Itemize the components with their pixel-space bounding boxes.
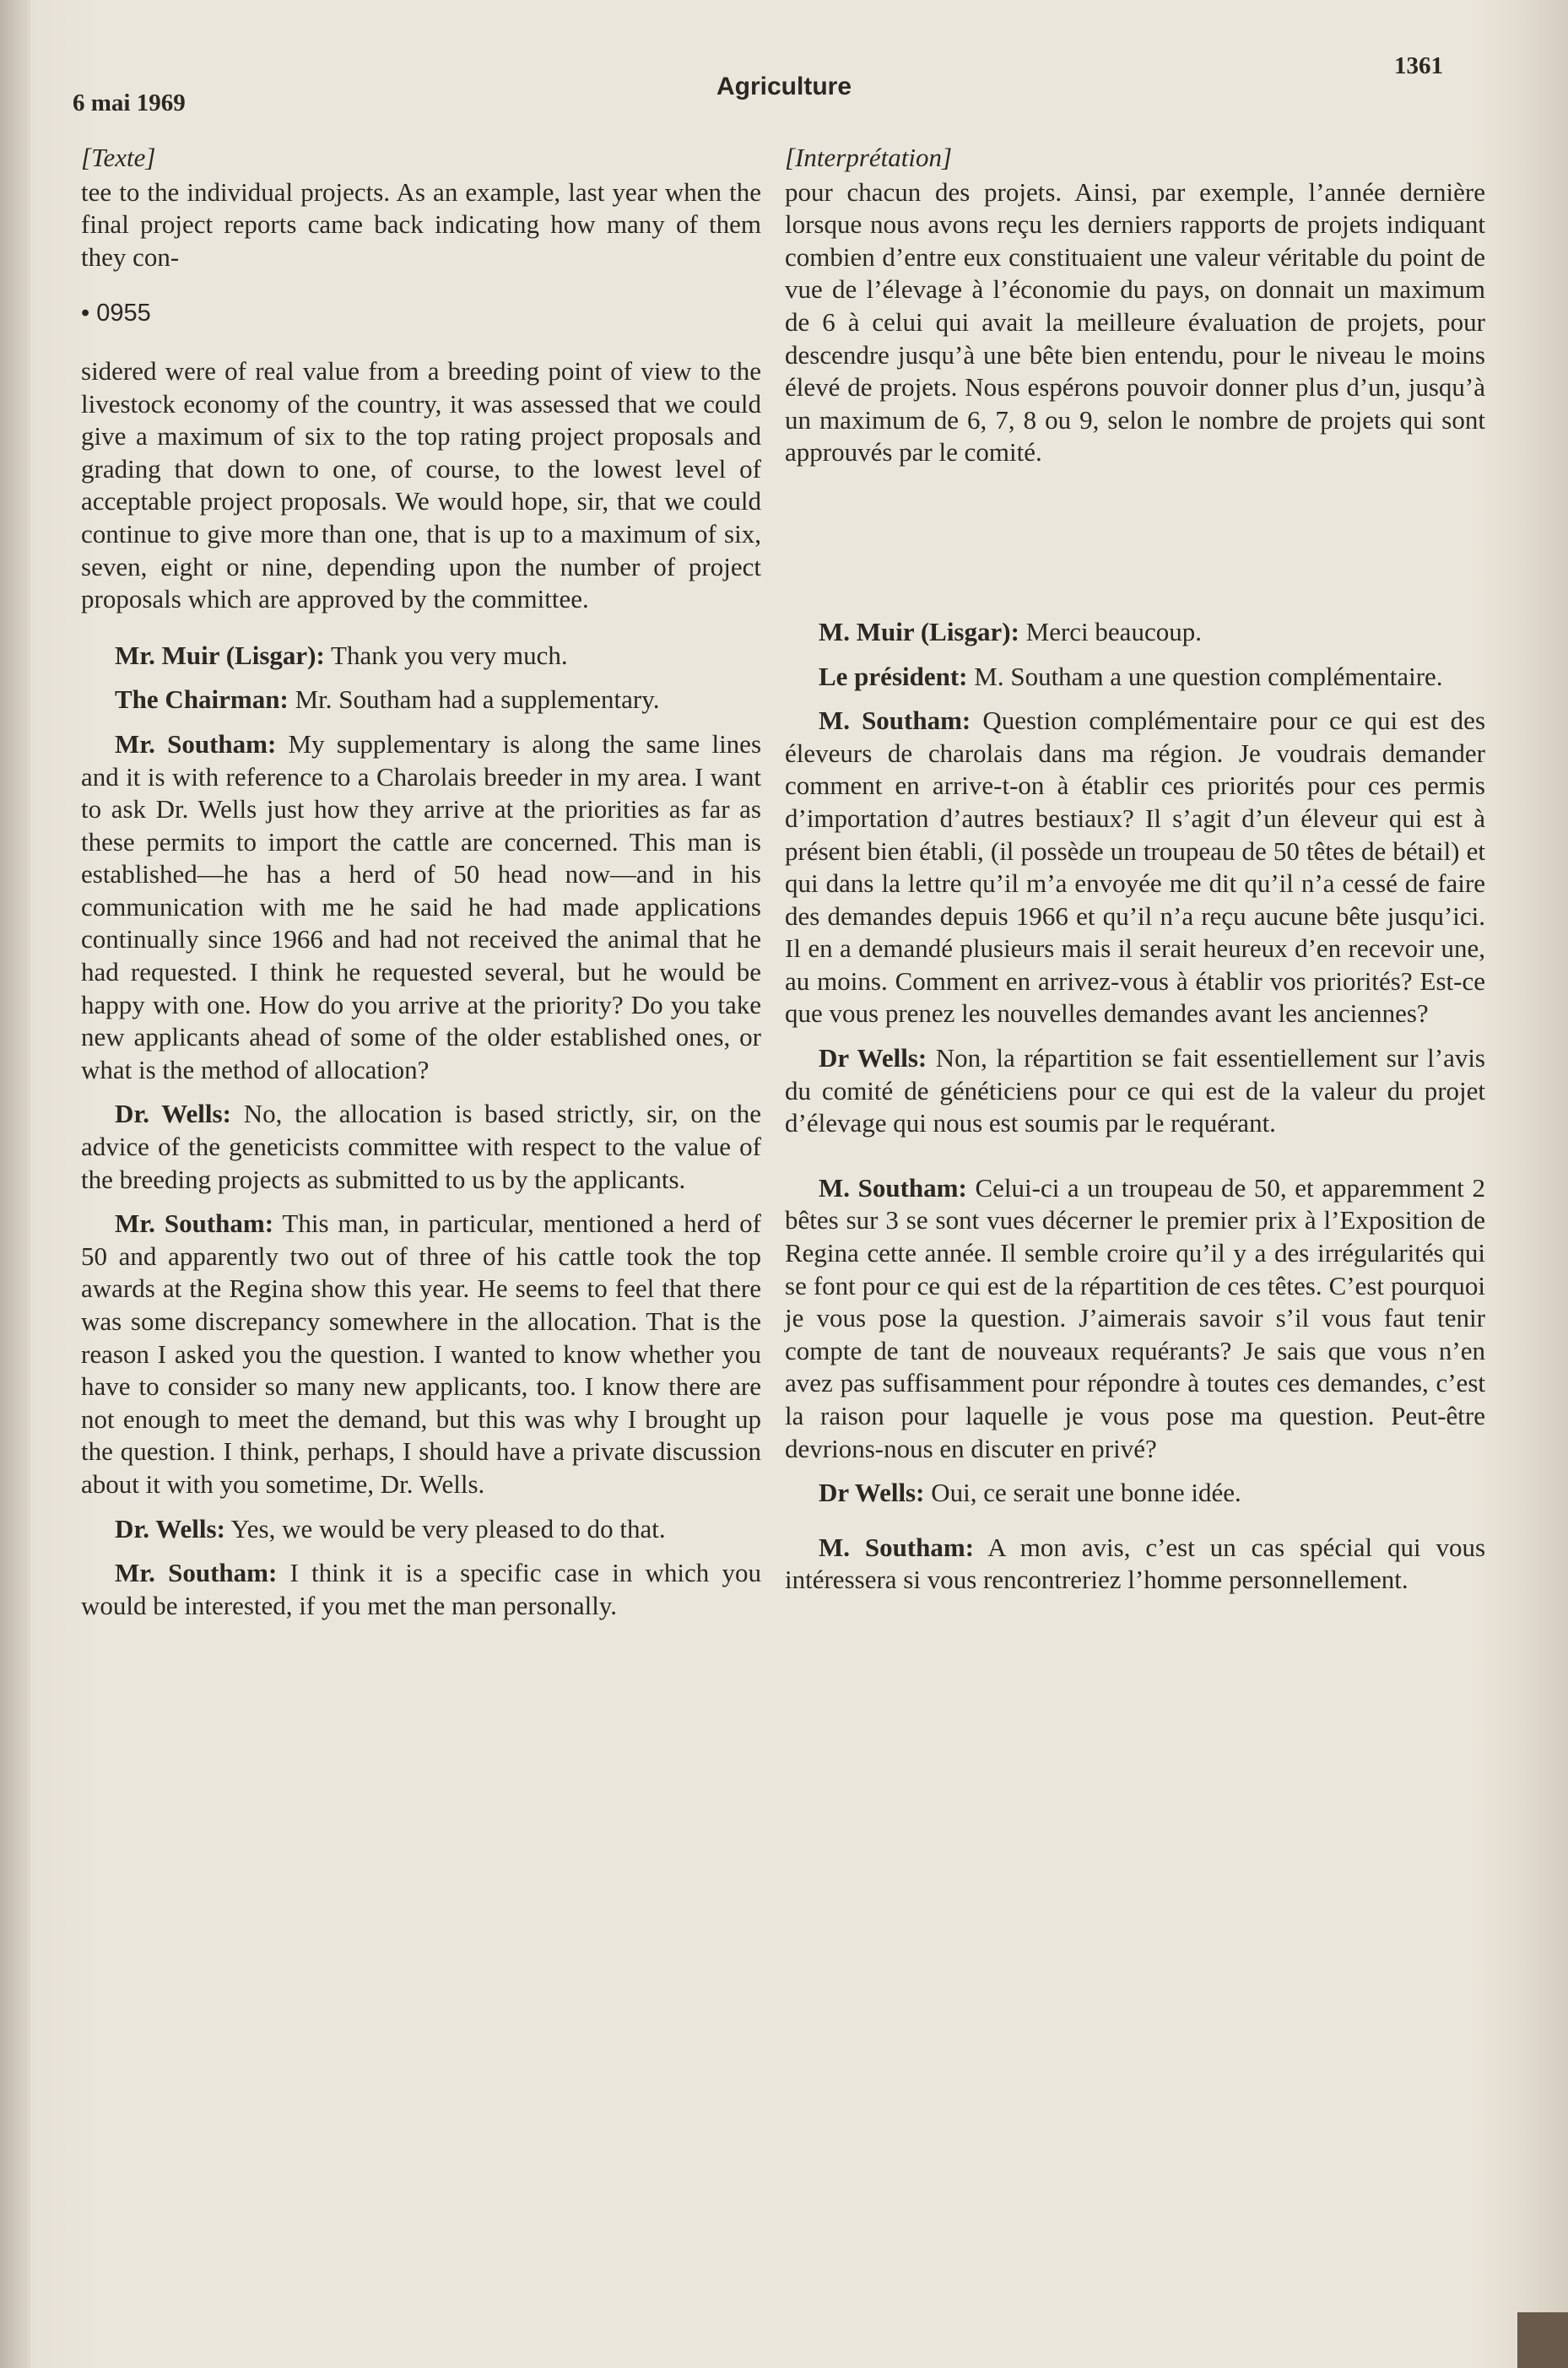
speech: [785, 1532, 1485, 1597]
speech-text: Oui, ce serait une bonne idée.: [931, 1478, 1241, 1508]
speaker-name: Mr. Southam:: [115, 1558, 278, 1588]
speaker-name: M. Southam:: [819, 1532, 975, 1562]
speech-text: Thank you very much.: [331, 640, 568, 670]
speech: [81, 1098, 761, 1196]
speech-text: No, the allocation is based strictly, sir, on the advice of the geneticists committee with respect to the value of the breeding projects as submitted to us by the applicants.: [81, 1099, 762, 1194]
speech: [785, 1042, 1485, 1140]
speech: [785, 1172, 1485, 1465]
speech: [785, 616, 1485, 649]
paragraph: pour chacun des projets. Ainsi, par exemple, l’année dernière lorsque nous avons reçu les derniers rapports de projets indiquant combien d’entre eux constituaient une valeur véritable du point de vue de l’élevage à l’économie du pays, on donnait un maximum de 6 à celui qui avait la meilleure évaluation de projets, pour descendre jusqu’à une bête bien entendu, pour le niveau le moins élevé de projets. Nous espérons pouvoir donner plus d’un, jusqu’à un maximum de 6, 7, 8 ou 9, selon le nombre de projets qui sont approuvés par le comité.: [785, 176, 1485, 468]
speech: [785, 705, 1485, 1030]
speaker-name: Dr. Wells:: [115, 1099, 231, 1129]
paragraph: sidered were of real value from a breeding point of view to the livestock economy of the country, it was assessed that we could give a maximum of six to the top rating project proposals and grading that down to one, of course, to the lowest level of acceptable project proposals. We would hope, sir, that we could continue to give more than one, that is up to a maximum of six, seven, eight or nine, depending upon the number of project proposals which are approved by the committee.: [81, 355, 761, 614]
speaker-name: Mr. Muir (Lisgar):: [115, 640, 325, 670]
header-title: Agriculture: [716, 73, 852, 100]
speaker-name: Mr. Southam:: [115, 728, 277, 759]
speech-text: A mon avis, c’est un cas spécial qui vous intéressera si vous rencontreriez l’homme personnellement.: [785, 1532, 1486, 1595]
page-edge: [1517, 2312, 1568, 2368]
english-column: [81, 142, 761, 1634]
speaker-name: Le président:: [819, 661, 968, 691]
speech: [81, 684, 761, 716]
speech: [785, 1477, 1485, 1510]
speech: [81, 640, 761, 673]
page-number: 1361: [1394, 52, 1443, 79]
speaker-name: Dr. Wells:: [115, 1513, 225, 1544]
column-label: [Texte]: [81, 143, 156, 172]
speaker-name: Dr Wells:: [819, 1478, 925, 1508]
speech: [785, 661, 1485, 694]
time-marker: • 0955: [81, 300, 151, 327]
column-label: [Interprétation]: [785, 143, 953, 172]
binding-shadow: [0, 0, 30, 2368]
speaker-name: Dr Wells:: [819, 1043, 927, 1073]
speaker-name: The Chairman:: [115, 684, 289, 715]
speech-text: Question complémentaire pour ce qui est des éleveurs de charolais dans ma région. Je voudrais demander comment en arrive-t-on à établir ces priorités pour ces permis d’importation d’autres bestiaux? Il s’agit d’un éleveur qui est à présent bien établi, (il possède un troupeau de 50 têtes de bétail) et qui dans la lettre qu’il m’a envoyée me dit qu’il n’a cessé de faire des demandes depuis 1966 et qu’il n’a reçu aucune bête jusqu’ici. Il en a demandé plusieurs mais il serait heureux d’en recevoir une, au moins. Comment en arrivez-vous à établir vos priorités? Est-ce que vous prenez les nouvelles demandes avant les anciennes?: [785, 706, 1486, 1029]
speech: [81, 1513, 761, 1546]
speech: [81, 1557, 761, 1622]
speech: [81, 1208, 761, 1500]
speaker-name: M. Muir (Lisgar):: [819, 616, 1019, 646]
speech-text: Yes, we would be very pleased to do that.: [230, 1513, 666, 1544]
speech-text: Merci beaucoup.: [1025, 616, 1202, 646]
speaker-name: M. Southam:: [819, 1172, 967, 1203]
speech-text: My supplementary is along the same lines and it is with reference to a Charolais breeder in my area. I want to ask Dr. Wells just how they arrive at the priorities as far as these permits to import the cattle are concerned. This man is established—he has a herd of 50 head now—and in his communication with me he said he had made applications continually since 1966 and had not received the animal that he had requested. I think he requested several, but he would be happy with one. How do you arrive at the priority? Do you take new applicants ahead of some of the older established ones, or what is the method of allocation?: [81, 728, 762, 1084]
paragraph: tee to the individual projects. As an example, last year when the final project reports came back indicating how many of them they con-: [81, 176, 761, 272]
speaker-name: M. Southam:: [819, 706, 971, 736]
speech-text: Non, la répartition se fait essentiellement sur l’avis du comité de généticiens pour ce qui est de la valeur du projet d’élevage qui nous est soumis par le requérant.: [785, 1043, 1486, 1138]
speaker-name: Mr. Southam:: [115, 1208, 274, 1239]
french-column: [785, 142, 1485, 1608]
speech-text: This man, in particular, mentioned a herd of 50 and apparently two out of three of his cattle took the top awards at the Regina show this year. He seems to feel that there was some discrepancy somewhere in the allocation. That is the reason I asked you the question. I wanted to know whether you have to consider so many new applicants, too. I know there are not enough to meet the demand, but this was why I brought up the question. I think, perhaps, I should have a private discussion about it with you sometime, Dr. Wells.: [81, 1208, 761, 1499]
speech-text: Celui-ci a un troupeau de 50, et apparemment 2 bêtes sur 3 se sont vues décerner le premier prix à l’Exposition de Regina cette année. Il semble croire qu’il y a des irrégularités qui se font pour ce qui est de la répartition de ces têtes. C’est pourquoi je vous pose la question. J’aimerais savoir s’il vous faut tenir compte de tant de nouveaux requérants? Je sais que vous n’en avez pas suffisamment pour répondre à toutes ces demandes, c’est la raison pour laquelle je vous pose ma question. Peut-être devrions-nous en discuter en privé?: [785, 1172, 1486, 1463]
speech-text: Mr. Southam had a supplementary.: [295, 684, 660, 715]
speech-text: I think it is a specific case in which you would be interested, if you met the man personally.: [81, 1558, 761, 1620]
speech-text: M. Southam a une question complémentaire.: [974, 661, 1443, 691]
speech: [81, 728, 761, 1087]
header-date: 6 mai 1969: [73, 89, 186, 116]
